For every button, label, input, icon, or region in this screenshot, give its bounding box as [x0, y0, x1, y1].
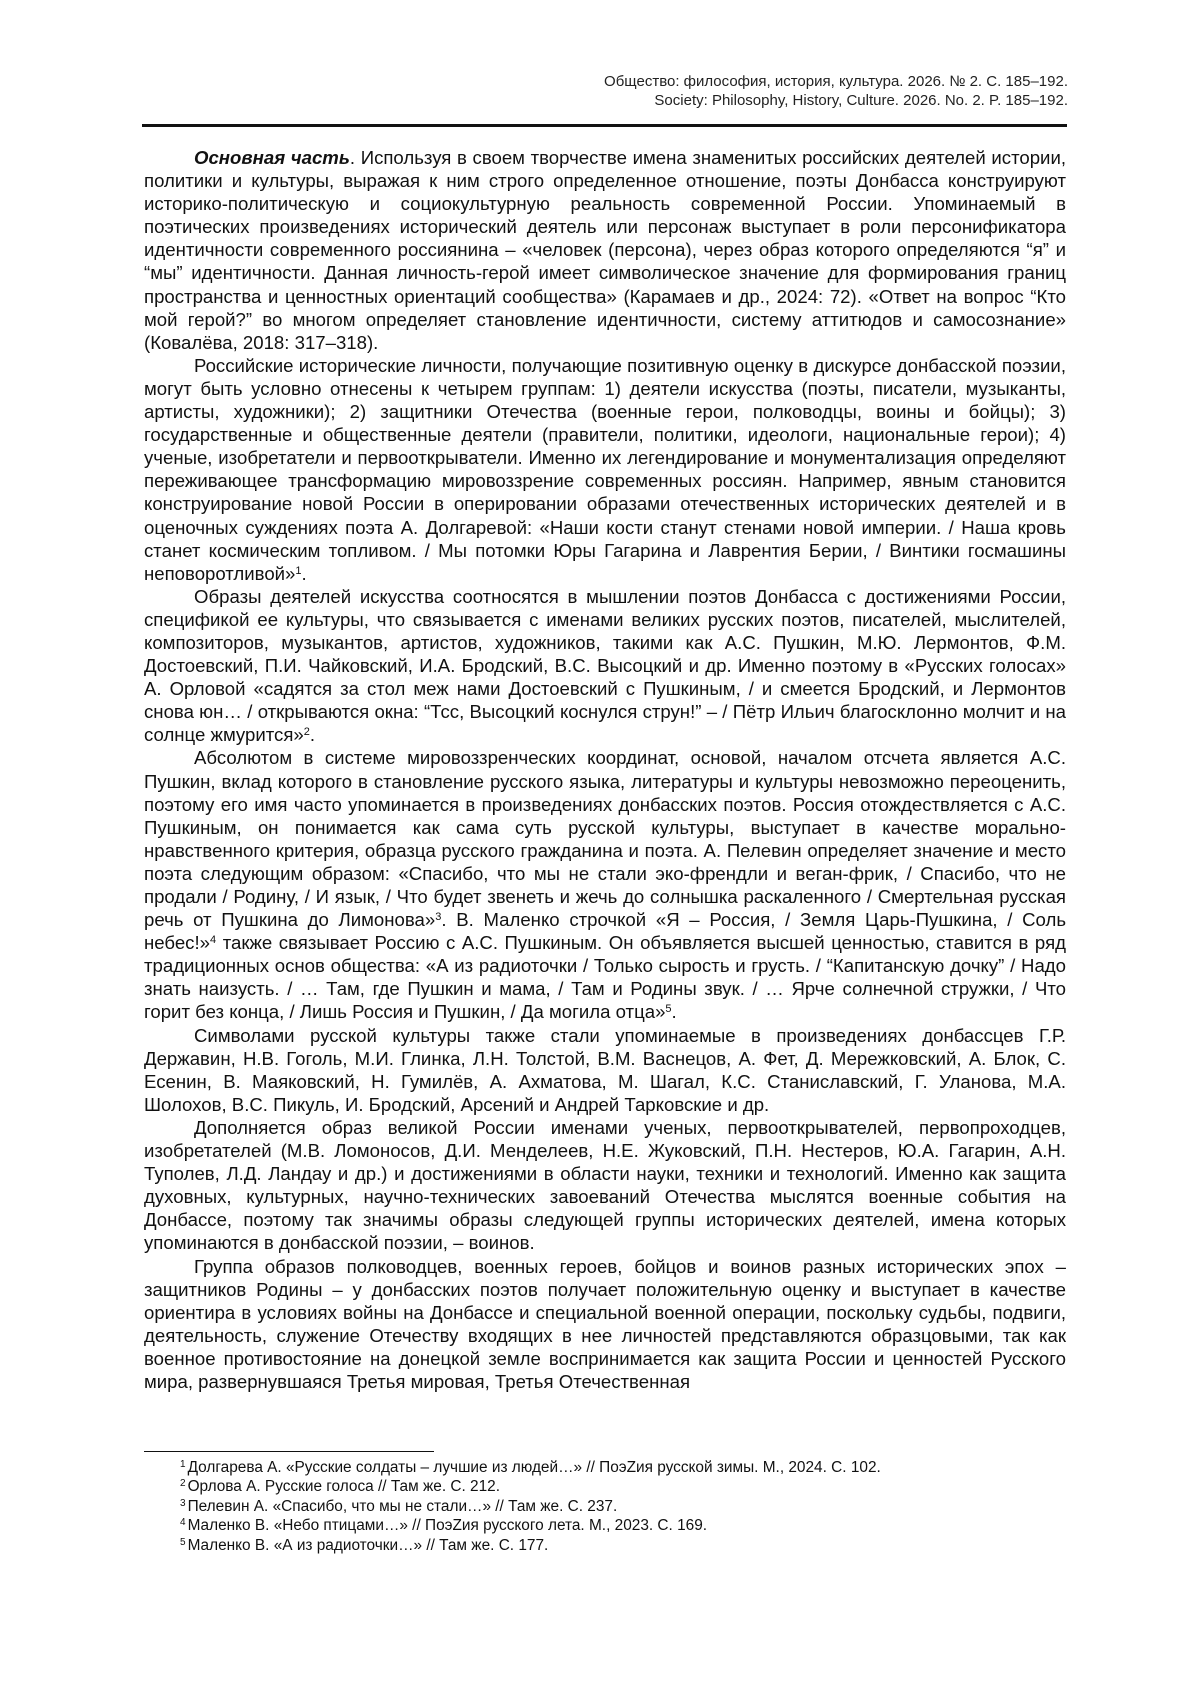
footnote-ref-2[interactable]: 2	[303, 726, 310, 739]
header-citation-en: Society: Philosophy, History, Culture. 2026. No. 2. P. 185–192.	[654, 92, 1068, 109]
footnote-4: $^4$ Маленко В. «Небо птицами…» // ПоэZия русского лета. М., 2023. С. 169.	[180, 1517, 708, 1535]
footnote-5: $^5$ Маленко В. «А из радиоточки…» // Там же. С. 177.	[180, 1536, 549, 1554]
footnotes	[180, 1458, 1066, 1555]
section-lead: Основная часть	[194, 147, 350, 168]
header-divider	[142, 124, 1067, 127]
header-citation-ru: Общество: философия, история, культура. 2026. № 2. С. 185–192.	[604, 73, 1068, 90]
paragraph-scientists: Дополняется образ великой России именами ученых, первооткрывателей, первопроходцев, изобретателей (М.В. Ломоносов, Д.И. Менделеев, Н.Е. Жуковский, П.Н. Нестеров, Ю.А. Гагарин, А.Н. Туполев, Л.Д. Ландау и др.) и достижениями в области науки, техники и технологий. Именно как защита духовных, культурных, научно-технических завоеваний Отечества мыслятся военные события на Донбассе, поэтому так значимы образы следующей группы исторических деятелей, имена которых упоминаются в донбасской поэзии, – воинов.	[144, 1116, 1066, 1254]
paragraph-culture-symbols: Символами русской культуры также стали упоминаемые в произведениях донбассцев Г.Р. Державин, Н.В. Гоголь, М.И. Глинка, Л.Н. Толстой, В.М. Васнецов, А. Фет, Д. Мережковский, А. Блок, С. Есенин, В. Маяковский, Н. Гумилёв, А. Ахматова, М. Шагал, К.С. Станиславский, Г. Уланова, М.А. Шолохов, В.С. Пикуль, И. Бродский, Арсений и Андрей Тарковские и др.	[144, 1024, 1066, 1115]
footnote-2: $^2$ Орлова А. Русские голоса // Там же. С. 212.	[180, 1478, 501, 1496]
running-header	[168, 72, 1068, 110]
footnote-ref-3[interactable]: 3	[435, 911, 442, 924]
paragraph-main-part: Основная часть. Используя в своем творчестве имена знаменитых российских деятелей истории, политики и культуры, выражая к ним строго определенное отношение, поэты Донбасса конструируют историко-политическую и социокультурную реальность современной России. Упоминаемый в поэтических произведениях исторический деятель или персонаж выступает в роли персонификатора идентичности современного россиянина – «человек (персона), через образ которого определяются “я” и “мы” идентичности. Данная личность-герой имеет символическое значение для формирования границ пространства и ценностных ориентаций сообщества» (Карамаев и др., 2024: 72). «Ответ на вопрос “Кто мой герой?” во многом определяет становление идентичности, систему аттитюдов и самосознание» (Ковалёва, 2018: 317–318).	[144, 147, 1066, 353]
paragraph-warriors: Группа образов полководцев, военных героев, бойцов и воинов разных исторических эпох – защитников Родины – у донбасских поэтов получает положительную оценку и выступает в качестве ориентира в условиях войны на Донбассе и специальной военной операции, поскольку судьбы, подвиги, деятельность, служение Отечеству входящих в нее личностей представляются образцовыми, так как военное противостояние на донецкой земле воспринимается как защита России и ценностей Русского мира, развернувшаяся Третья мировая, Третья Отечественная	[144, 1255, 1066, 1392]
footnote-1: $^1$ Долгарева А. «Русские солдаты – лучшие из людей…» // ПоэZия русской зимы. М., 2024. С. 102.	[180, 1459, 881, 1476]
footnote-divider	[144, 1451, 434, 1452]
footnote-3: $^3$ Пелевин А. «Спасибо, что мы не стали…» // Там же. С. 237.	[180, 1497, 618, 1515]
footnote-ref-5[interactable]: 5	[665, 1003, 672, 1016]
footnote-ref-1[interactable]: 1	[295, 564, 302, 577]
paragraph-arts: Образы деятелей искусства соотносятся в мышлении поэтов Донбасса с достижениями России, спецификой ее культуры, что связывается с именами великих русских поэтов, писателей, мыслителей, композиторов, музыкантов, артистов, художников, такими как А.С. Пушкин, М.Ю. Лермонтов, Ф.М. Достоевский, П.И. Чайковский, И.А. Бродский, В.С. Высоцкий и др. Именно поэтому в «Русских голосах» А. Орловой «садятся за стол меж нами Достоевский с Пушкиным, / и смеется Бродский, и Лермонтов снова юн… / открываются окна: “Тсс, Высоцкий коснулся струн!” – / Пётр Ильич благосклонно молчит и на солнце жмурится»$^2$.	[144, 585, 1066, 746]
paragraph-pushkin: Абсолютом в системе мировоззренческих координат, основой, началом отсчета является А.С. Пушкин, вклад которого в становление русского языка, литературы и культуры невозможно переоценить, поэтому его имя часто упоминается в произведениях донбасских поэтов. Россия отождествляется с А.С. Пушкиным, он понимается как сама суть русской культуры, выступает в качестве морально-нравственного критерия, образца русского гражданина и поэта. А. Пелевин определяет значение и место поэта следующим образом: «Спасибо, что мы не стали эко-френдли и веган-фрик, / Спасибо, что не продали / Родину, / И язык, / Что будет звенеть и жечь до солнышка раскаленного / Смертельная русская речь от Пушкина до Лимонова»$^3$. В. Маленко строчкой «Я – Россия, / Земля Царь-Пушкина, / Соль небес!»$^4$ также связывает Россию с А.С. Пушкиным. Он объявляется высшей ценностью, ставится в ряд традиционных основ общества: «А из радиоточки / Только сырость и грусть. / “Капитанскую дочку” / Надо знать наизусть. / … Там, где Пушкин и мама, / Там и Родины звук. / … Ярче солнечной стружки, / Что горит без конца, / Лишь Россия и Пушкин, / Да могила отца»$^5$.	[144, 747, 1067, 1023]
footnote-ref-4[interactable]: 4	[210, 934, 217, 947]
paragraph-groups: Российские исторические личности, получающие позитивную оценку в дискурсе донбасской поэзии, могут быть условно отнесены к четырем группам: 1) деятели искусства (поэты, писатели, музыканты, артисты, художники); 2) защитники Отечества (военные герои, полководцы, воины и бойцы); 3) государственные и общественные деятели (правители, политики, идеологи, национальные герои); 4) ученые, изобретатели и первооткрыватели. Именно их легендирование и монументализация определяют переживающее трансформацию мировоззрение современных россиян. Например, явным становится конструирование новой России в оперировании образами отечественных исторических деятелей и в оценочных суждениях поэта А. Долгаревой: «Наши кости станут стенами новой империи. / Наша кровь станет космическим топливом. / Мы потомки Юры Гагарина и Лаврентия Берии, / Винтики госмашины неповоротливой»$^1$.	[144, 354, 1066, 584]
article-body	[144, 146, 1066, 1393]
